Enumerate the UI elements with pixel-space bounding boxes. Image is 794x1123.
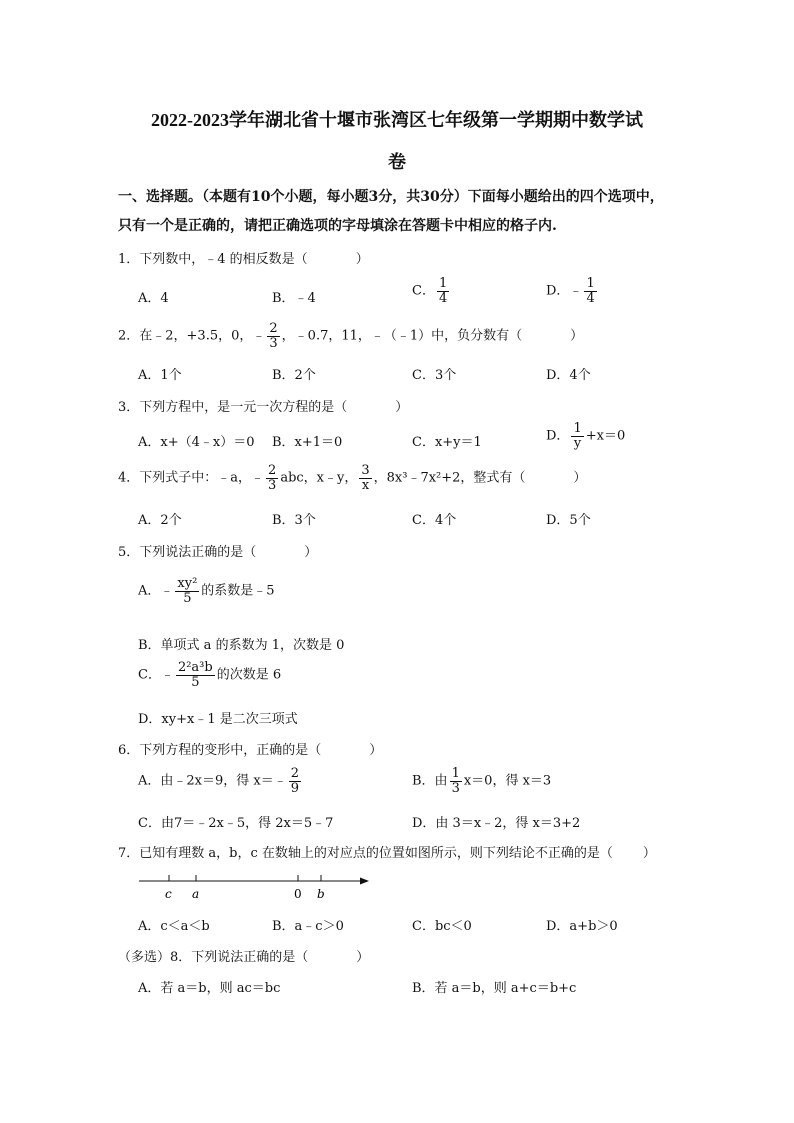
q2-fraction: $\frac{2}{3}$ (269, 321, 278, 351)
q5-option-b: B．单项式 a 的系数为 1，次数是 0 (138, 638, 345, 653)
question-4-stem (118, 464, 586, 492)
label-b: b (317, 887, 325, 901)
q3-d-fraction: $\frac{1}{y}$ (573, 421, 582, 451)
q1-stem-end: ） (355, 252, 369, 267)
number-line-arrow-icon (360, 878, 369, 885)
q6-b-prefix: B．由 (412, 773, 448, 789)
question-2-stem (118, 322, 583, 350)
q6-b-suffix: x＝0，得 x＝3 (463, 773, 552, 789)
q1-d-prefix: D．﹣ (546, 283, 583, 299)
q5-a-prefix: A．﹣ (138, 583, 174, 599)
q5-option-a (138, 577, 275, 605)
q3-d-prefix: D． (546, 428, 570, 444)
exam-title: 2022-2023学年湖北省十堰市张湾区七年级第一学期期中数学试 (151, 110, 643, 130)
q3-option-a: A．x+（4﹣x）＝0 (138, 435, 255, 450)
q3-option-c: C．x+y＝1 (412, 435, 482, 450)
q5-c-prefix: C．﹣ (138, 667, 174, 683)
question-5-stem (118, 541, 317, 560)
q7-option-a: A．c＜a＜b (138, 919, 210, 934)
q3-stem-end: ） (395, 400, 409, 415)
q4-fraction-2: $\frac{3}{x}$ (361, 463, 370, 493)
q5-option-d: D．xy+x﹣1 是二次三项式 (138, 712, 298, 727)
q4-option-b: B．3个 (272, 513, 316, 528)
q2-option-d: D．4个 (546, 368, 591, 383)
q6-a-fraction: $\frac{2}{9}$ (290, 766, 300, 796)
q7-option-d: D．a+b＞0 (546, 919, 618, 934)
q1-d-fraction: $\frac{1}{4}$ (586, 276, 595, 306)
q1-stem-text: 1．下列数中，﹣4 的相反数是（ (118, 252, 308, 267)
q8-stem-text: （多选）8．下列说法正确的是（ (118, 950, 309, 965)
q6-b-fraction: $\frac{1}{3}$ (451, 766, 460, 796)
q6-option-c: C．由7＝﹣2x﹣5，得 2x＝5﹣7 (138, 816, 334, 831)
q4-option-d: D．5个 (546, 513, 591, 528)
q2-stem-post: ，﹣0.7，11，﹣（﹣1）中，负分数有（ (281, 328, 523, 344)
question-7-stem (118, 842, 656, 861)
q7-option-c: C．bc＜0 (412, 919, 472, 934)
q6-option-d: D．由 3＝x﹣2，得 x＝3+2 (412, 816, 581, 831)
q4-stem-mid: abc，x﹣y， (280, 470, 358, 486)
q7-option-b: B．a﹣c＞0 (272, 919, 344, 934)
q3-d-suffix: +x＝0 (585, 428, 626, 444)
q4-stem-pre: 4．下列式子中：﹣a，﹣ (118, 470, 265, 486)
q1-option-a: A．4 (138, 291, 169, 306)
section-header-line2: 只有一个是正确的，请把正确选项的字母填涂在答题卡中相应的格子内. (118, 218, 557, 234)
q8-stem-end: ） (356, 950, 370, 965)
q1-option-d (546, 277, 599, 305)
q1-c-fraction: $\frac{1}{4}$ (438, 276, 448, 306)
q4-option-c: C．4个 (412, 513, 457, 528)
q4-option-a: A．2个 (138, 513, 182, 528)
q4-stem-post: ，8x³﹣7x²+2，整式有（ (373, 470, 526, 486)
q7-stem-end: ） (642, 846, 656, 861)
q1-option-c (412, 277, 451, 305)
question-3-stem (118, 396, 408, 415)
q5-c-fraction: $\frac{\text{2²a³b}}{5}$ (177, 660, 213, 690)
q5-stem-text: 5．下列说法正确的是（ (118, 545, 257, 560)
q5-stem-end: ） (304, 545, 318, 560)
label-c: c (165, 887, 172, 901)
section-header (118, 183, 688, 241)
q8-option-a: A．若 a＝b，则 ac＝bc (138, 981, 281, 996)
question-1-stem (118, 248, 369, 267)
number-line-diagram (135, 868, 375, 904)
q5-a-fraction: $\frac{\text{xy²}}{5}$ (177, 576, 198, 606)
q8-option-b: B．若 a＝b，则 a+c＝b+c (412, 981, 577, 996)
q2-stem-pre: 2．在﹣2，+3.5，0，﹣ (118, 328, 266, 344)
question-6-stem (118, 739, 382, 758)
q2-option-c: C．3个 (412, 368, 457, 383)
q4-stem-end: ） (573, 470, 587, 486)
q2-option-a: A．1个 (138, 368, 182, 383)
q3-option-b: B．x+1＝0 (272, 435, 343, 450)
q7-stem-text: 7．已知有理数 a，b，c 在数轴上的对应点的位置如图所示，则下列结论不正确的是（ (118, 846, 613, 861)
q2-option-b: B．2个 (272, 368, 316, 383)
q6-stem-end: ） (369, 743, 383, 758)
q6-option-b (412, 767, 551, 795)
q5-c-suffix: 的次数是 6 (216, 667, 282, 683)
section-header-line1: 一、选择题。（本题有10个小题，每小题3分，共30分）下面每小题给出的四个选项中， (118, 189, 664, 205)
question-8-stem (118, 946, 369, 965)
q4-fraction-1: $\frac{2}{3}$ (268, 463, 277, 493)
q1-option-b: B．﹣4 (272, 291, 316, 306)
exam-title-continued: 卷 (388, 152, 406, 172)
q2-stem-end: ） (570, 328, 584, 344)
q6-option-a (138, 767, 303, 795)
q5-option-c (138, 661, 281, 689)
q5-a-suffix: 的系数是﹣5 (201, 583, 275, 599)
q3-option-d (546, 422, 625, 450)
q3-stem-text: 3．下列方程中，是一元一次方程的是（ (118, 400, 348, 415)
label-a: a (192, 887, 200, 901)
label-0: 0 (294, 887, 302, 901)
q1-c-prefix: C． (412, 283, 435, 299)
q6-a-prefix: A．由﹣2x＝9，得 x＝﹣ (138, 773, 287, 789)
q6-stem-text: 6．下列方程的变形中，正确的是（ (118, 743, 322, 758)
